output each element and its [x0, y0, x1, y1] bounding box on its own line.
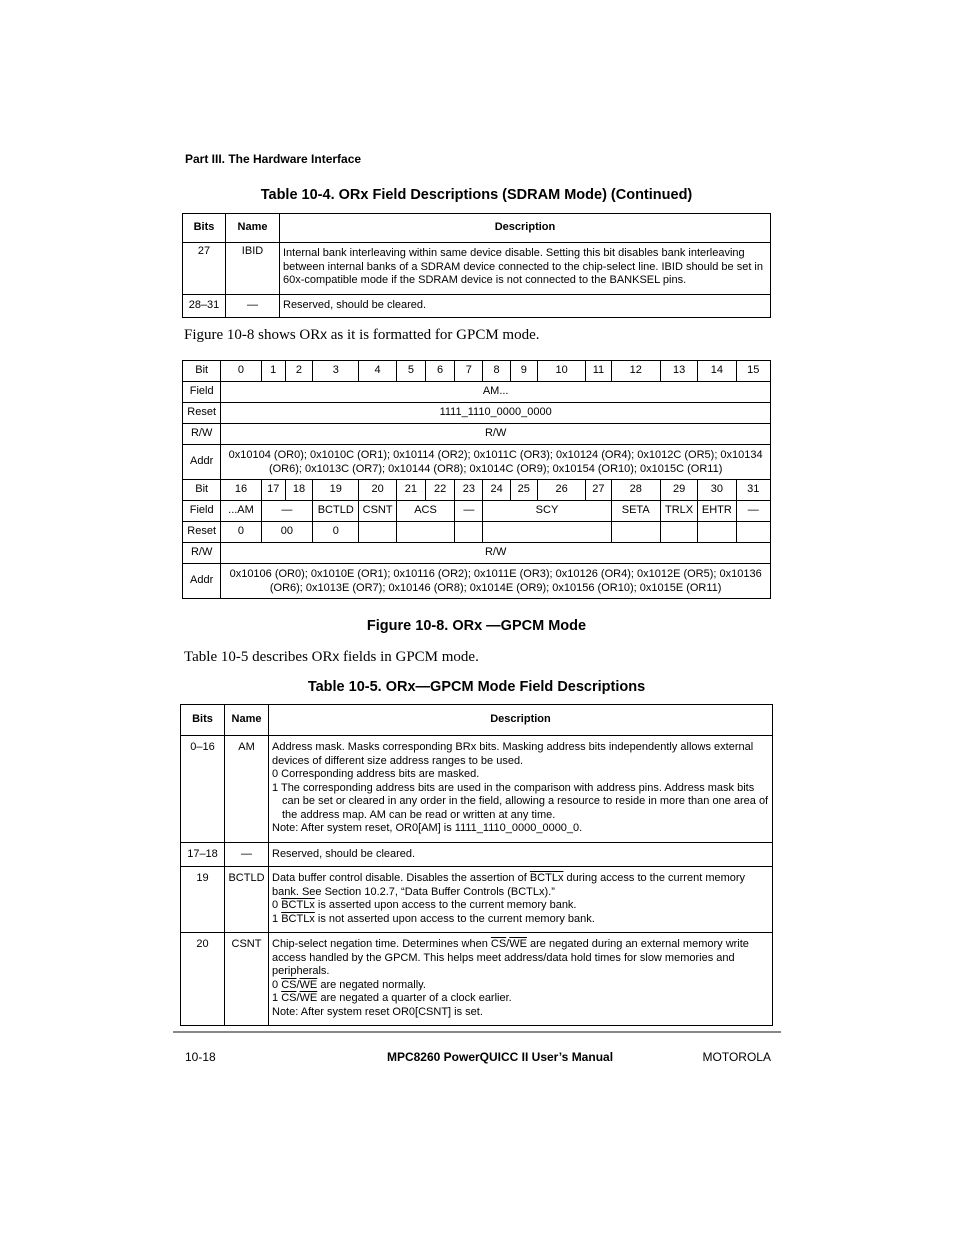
bit-number: 16 — [221, 480, 261, 501]
desc-line: 0 Corresponding address bits are masked. — [272, 768, 480, 780]
signal-we: $\overline{WE}$ — [299, 992, 318, 1004]
running-header: Part III. The Hardware Interface — [185, 152, 362, 166]
text: is asserted upon access to the current memory bank. — [314, 899, 577, 911]
col-header-bits: Bits — [183, 214, 226, 243]
bit-number: 17 — [261, 480, 285, 501]
text: 0 — [272, 899, 282, 911]
bit-number: 30 — [698, 480, 736, 501]
reset-value: 0 — [221, 522, 261, 543]
bit-number: 25 — [510, 480, 537, 501]
text: / — [296, 978, 300, 991]
bit-number: 13 — [660, 361, 697, 382]
bit-number: 12 — [611, 361, 660, 382]
orx-register-figure — [182, 360, 771, 599]
signal-bctlx: BCTLx — [281, 899, 315, 911]
bit-number: 23 — [455, 480, 483, 501]
bit-number: 10 — [537, 361, 585, 382]
bit-number: 24 — [483, 480, 510, 501]
text: during access to the current memory bank. See Section 10.2.7, “Data Buffer Controls (BCTLx).” — [272, 872, 746, 898]
reset-empty — [396, 522, 454, 543]
cell-name: IBID — [226, 243, 280, 295]
desc-line: 1 The corresponding address bits are used in the comparison with address pins. Address mask bits can be set or cleared in any order in the field, allowing a resource to reside in more than one area of the address map. AM can be read or written at any time. — [272, 781, 769, 821]
text: are negated normally. — [317, 978, 426, 991]
rw-value: R/W — [221, 543, 771, 564]
bit-number: 27 — [586, 480, 611, 501]
desc-line — [272, 979, 769, 993]
table-row — [183, 294, 771, 318]
bit-number: 20 — [359, 480, 396, 501]
reset-empty — [698, 522, 736, 543]
bit-number: 31 — [736, 480, 770, 501]
bit-number: 14 — [698, 361, 736, 382]
cell-description: Reserved, should be cleared. — [280, 294, 771, 318]
cell-name: — — [226, 294, 280, 318]
table-row-bctld — [181, 867, 773, 933]
field-scy: SCY — [483, 501, 611, 522]
table-header-row — [181, 705, 773, 736]
text: Data buffer control disable. Disables the assertion of — [272, 872, 530, 884]
addr-row-lower — [183, 564, 771, 599]
field-reserved: — — [455, 501, 483, 522]
cell-description — [269, 736, 773, 843]
rw-value: R/W — [221, 424, 771, 445]
table-10-5-caption: Table 10-5. ORx—GPCM Mode Field Descriptions — [307, 679, 646, 695]
reset-empty — [359, 522, 396, 543]
page-number: 10-18 — [185, 1050, 216, 1064]
reset-value: 0 — [313, 522, 359, 543]
cell-name: AM — [225, 736, 269, 843]
text: 0 — [272, 978, 282, 991]
col-header-description: Description — [269, 705, 773, 736]
reset-empty — [611, 522, 660, 543]
cell-name: — — [225, 842, 269, 867]
table-10-5 — [180, 704, 773, 1026]
paragraph-figure-intro — [184, 327, 540, 344]
field-row-lower — [183, 501, 771, 522]
reset-value: 1111_1110_0000_0000 — [221, 403, 771, 424]
desc-line: Note: After system reset, OR0[AM] is 1111_1110_0000_0000_0. — [272, 822, 583, 834]
row-label-reset: Reset — [183, 403, 221, 424]
rw-row-upper — [183, 424, 771, 445]
text: Table 10-5 describes OR — [184, 649, 333, 665]
row-label-bit: Bit — [183, 480, 221, 501]
field-seta: SETA — [611, 501, 660, 522]
field-reserved: — — [736, 501, 770, 522]
reset-empty — [483, 522, 611, 543]
row-label-addr: Addr — [183, 564, 221, 599]
col-header-name: Name — [225, 705, 269, 736]
cell-description: Reserved, should be cleared. — [269, 842, 773, 867]
bit-number: 11 — [586, 361, 611, 382]
cell-bits: 19 — [181, 867, 225, 933]
cell-name: BCTLD — [225, 867, 269, 933]
bit-number: 6 — [426, 361, 455, 382]
text: are negated a quarter of a clock earlier. — [317, 992, 512, 1004]
bit-number: 19 — [313, 480, 359, 501]
manual-title: MPC8260 PowerQUICC II User’s Manual — [386, 1050, 614, 1064]
bit-row-lower — [183, 480, 771, 501]
cell-bits: 0–16 — [181, 736, 225, 843]
row-label-addr: Addr — [183, 445, 221, 480]
figure-10-8-caption: Figure 10-8. ORx —GPCM Mode — [366, 618, 587, 634]
field-csnt: CSNT — [359, 501, 396, 522]
desc-line — [272, 992, 769, 1006]
signal-cs: $\overline{CS}$ — [281, 978, 297, 991]
field-am: AM... — [221, 382, 771, 403]
cell-bits: 20 — [181, 933, 225, 1026]
text: / — [506, 938, 510, 950]
bit-row-upper — [183, 361, 771, 382]
cell-bits: 28–31 — [183, 294, 226, 318]
bit-number: 18 — [285, 480, 312, 501]
bit-number: 29 — [660, 480, 697, 501]
signal-we: $\overline{WE}$ — [299, 978, 318, 991]
addr-value: 0x10104 (OR0); 0x1010C (OR1); 0x10114 (OR2); 0x1011C (OR3); 0x10124 (OR4); 0x1012C (OR5); 0x10134 (OR6); 0x1013C (OR7); 0x10144 (OR8); 0x1014C (OR9); 0x10154 (OR10); 0x1015C (OR11) — [221, 445, 771, 480]
bit-number: 3 — [313, 361, 359, 382]
publisher: MOTOROLA — [702, 1050, 771, 1064]
desc-line — [272, 938, 769, 979]
signal-we: $\overline{WE}$ — [509, 938, 527, 950]
bit-number: 28 — [611, 480, 660, 501]
bit-number: 26 — [537, 480, 585, 501]
bit-number: 1 — [261, 361, 285, 382]
desc-line — [272, 899, 769, 913]
row-label-rw: R/W — [183, 543, 221, 564]
paragraph-table-intro — [184, 649, 479, 666]
bit-number: 15 — [736, 361, 770, 382]
cell-name: CSNT — [225, 933, 269, 1026]
signal-bctlx: BCTLx — [281, 912, 315, 925]
table-10-4-caption: Table 10-4. ORx Field Descriptions (SDRAM Mode) (Continued) — [260, 187, 693, 203]
reset-empty — [736, 522, 770, 543]
signal-bctlx: BCTLx — [529, 872, 564, 884]
reset-row-lower — [183, 522, 771, 543]
col-header-description: Description — [280, 214, 771, 243]
col-header-name: Name — [226, 214, 280, 243]
text: is not asserted upon access to the current memory bank. — [314, 912, 595, 925]
text: / — [296, 992, 300, 1004]
text: 1 — [272, 992, 282, 1004]
table-row-reserved — [181, 842, 773, 867]
reset-empty — [660, 522, 697, 543]
field-row-upper — [183, 382, 771, 403]
desc-line — [272, 872, 769, 899]
reset-empty — [455, 522, 483, 543]
addr-value: 0x10106 (OR0); 0x1010E (OR1); 0x10116 (OR2); 0x1011E (OR3); 0x10126 (OR4); 0x1012E (OR5); 0x10136 (OR6); 0x1013E (OR7); 0x10146 (OR8); 0x1014E (OR9); 0x10156 (OR10); 0x1015E (OR11) — [221, 564, 771, 599]
bit-number: 22 — [426, 480, 455, 501]
field-ehtr: EHTR — [698, 501, 736, 522]
text: Chip-select negation time. Determines when — [272, 938, 491, 950]
text-x: x — [332, 649, 340, 664]
bit-number: 8 — [483, 361, 510, 382]
text: as it is formatted for GPCM mode. — [327, 327, 540, 343]
text: fields in GPCM mode. — [339, 649, 479, 665]
cell-description: Internal bank interleaving within same device disable. Setting this bit disables bank interleaving between internal banks of a SDRAM device connected to the chip-select line. IBID should be set in 60x-compatible mode if the SDRAM device is not connected to the BANKSEL pins. — [280, 243, 771, 295]
cell-description — [269, 933, 773, 1026]
field-am-low: ...AM — [221, 501, 261, 522]
cell-description — [269, 867, 773, 933]
col-header-bits: Bits — [181, 705, 225, 736]
row-label-field: Field — [183, 382, 221, 403]
table-row-am — [181, 736, 773, 843]
text: are negated during an external memory write access handled by the GPCM. This helps meet address/data hold times for slow memories and peripherals. — [272, 938, 749, 977]
table-header-row — [183, 214, 771, 243]
table-row-csnt — [181, 933, 773, 1026]
bit-number: 4 — [359, 361, 396, 382]
cell-bits: 27 — [183, 243, 226, 295]
bit-number: 2 — [285, 361, 312, 382]
cell-bits: 17–18 — [181, 842, 225, 867]
reset-value: 00 — [261, 522, 312, 543]
field-acs: ACS — [396, 501, 454, 522]
text-x: x — [320, 327, 328, 342]
desc-line: Address mask. Masks corresponding BRx bits. Masking address bits independently allows external devices of different size address ranges to be used. — [272, 741, 754, 767]
row-label-reset: Reset — [183, 522, 221, 543]
bit-number: 9 — [510, 361, 537, 382]
rw-row-lower — [183, 543, 771, 564]
field-reserved: — — [261, 501, 312, 522]
footer-rule — [173, 1031, 781, 1033]
table-row — [183, 243, 771, 295]
row-label-bit: Bit — [183, 361, 221, 382]
row-label-field: Field — [183, 501, 221, 522]
bit-number: 5 — [396, 361, 425, 382]
desc-line: Note: After system reset OR0[CSNT] is set. — [272, 1005, 483, 1018]
field-trlx: TRLX — [660, 501, 697, 522]
bit-number: 7 — [455, 361, 483, 382]
field-bctld: BCTLD — [313, 501, 359, 522]
text: 1 — [272, 912, 282, 925]
row-label-rw: R/W — [183, 424, 221, 445]
table-10-4 — [182, 213, 771, 318]
addr-row-upper — [183, 445, 771, 480]
signal-cs: $\overline{CS}$ — [281, 992, 297, 1004]
signal-cs: $\overline{CS}$ — [490, 938, 507, 950]
reset-row-upper — [183, 403, 771, 424]
text: Figure 10-8 shows OR — [184, 327, 321, 343]
bit-number: 21 — [396, 480, 425, 501]
bit-number: 0 — [221, 361, 261, 382]
desc-line — [272, 913, 769, 927]
